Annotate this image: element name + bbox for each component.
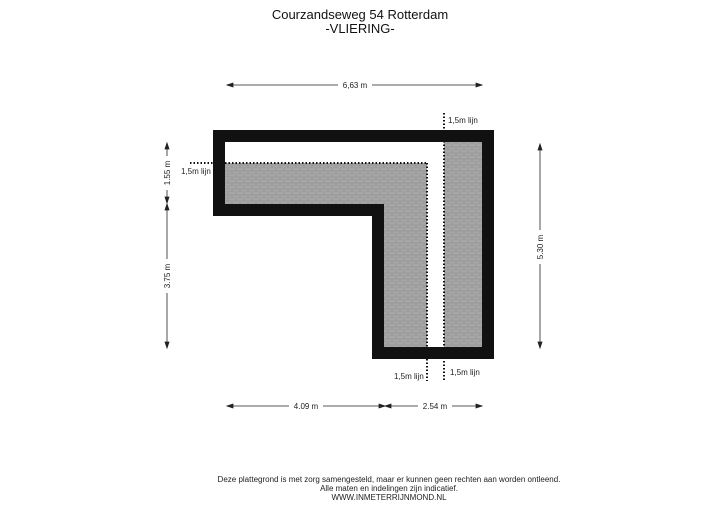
plan-address: Courzandseweg 54 Rotterdam [271, 7, 449, 22]
floor-name: -VLIERING- [325, 21, 395, 36]
marker-bottom-right: 1,5m lijn [450, 368, 480, 377]
marker-top: 1,5m lijn [448, 116, 478, 125]
dim-left-lower: 3.75 m [163, 263, 172, 289]
marker-left: 1,5m lijn [181, 167, 211, 176]
dim-right-height: 5.30 m [536, 234, 545, 260]
dim-total-width: 6,63 m [342, 81, 368, 90]
disclaimer-line-1: Deze plattegrond is met zorg samengesteld, maar er kunnen geen rechten aan worden ontleend. [217, 475, 561, 484]
website-text: WWW.INMETERRIJNMOND.NL [331, 493, 447, 502]
disclaimer-line-2: Alle maten en indelingen zijn indicatief. [320, 484, 458, 493]
low-ceiling-area-left [225, 163, 427, 347]
dim-left-upper: 1.55 m [163, 160, 172, 186]
marker-bottom-left: 1,5m lijn [394, 372, 424, 381]
dim-bottom-right: 2.54 m [422, 402, 448, 411]
low-ceiling-area-right [444, 142, 482, 347]
dim-bottom-left: 4.09 m [293, 402, 319, 411]
